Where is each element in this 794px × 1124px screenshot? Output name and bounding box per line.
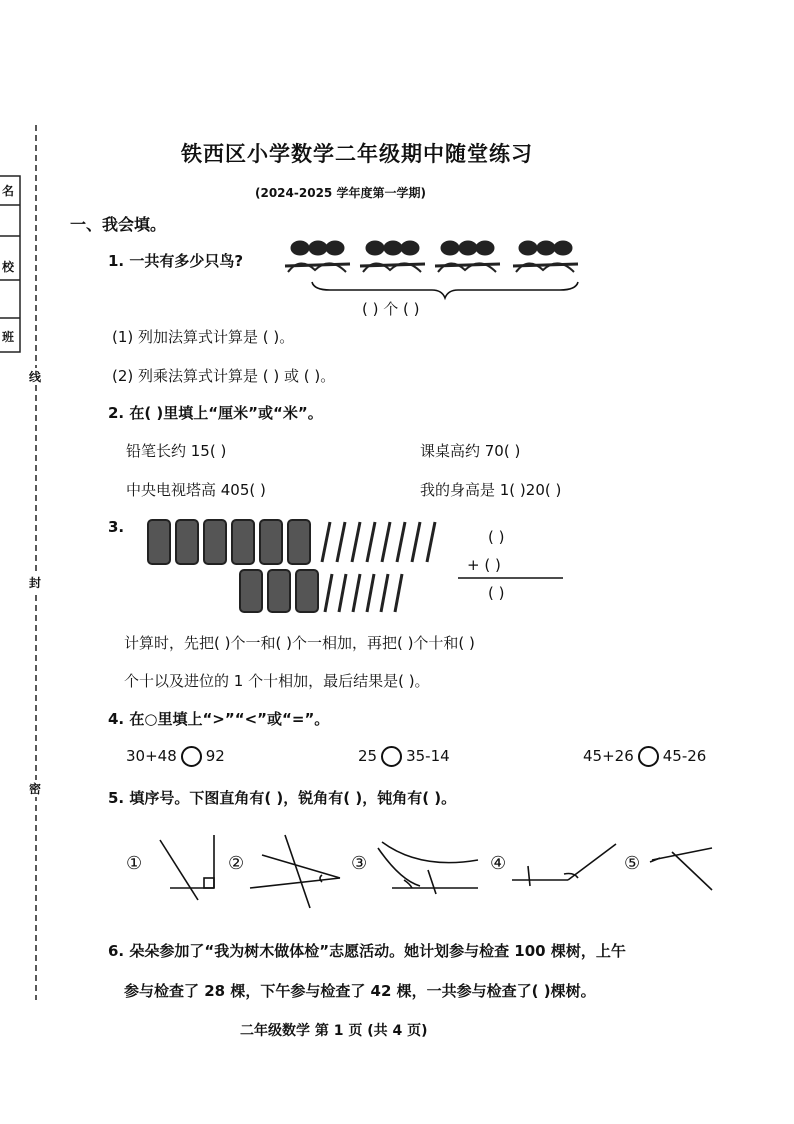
seal-label-seal: 封 <box>29 576 42 590</box>
q6-line2: 参与检查了 28 棵，下午参与检查了 42 棵，一共参与检查了( )棵树。 <box>124 982 596 1000</box>
q4-item-3 <box>583 746 706 767</box>
q5-text: 5. 填序号。下图直角有( )，锐角有( )，钝角有( )。 <box>108 789 457 807</box>
section-heading: 一、我会填。 <box>70 215 167 234</box>
compare-circle-3[interactable] <box>638 746 659 767</box>
q2-item-a: 铅笔长约 15( ) <box>126 442 227 460</box>
q4-item-2 <box>358 746 450 767</box>
q4-item-3-left: 45+26 <box>583 747 634 765</box>
q2-item-c: 中央电视塔高 405( ) <box>126 481 266 499</box>
bird-group-4 <box>513 241 578 272</box>
angle-figure-4 <box>512 844 616 886</box>
page-subtitle: (2024-2025 学年度第一学期) <box>255 186 426 200</box>
angle-figures <box>0 830 794 910</box>
margin-box-name: 名 <box>2 184 15 198</box>
compare-circle-2[interactable] <box>381 746 402 767</box>
q2-text: 2. 在( )里填上“厘米”或“米”。 <box>108 404 323 422</box>
seal-label-secret: 密 <box>29 782 42 796</box>
angle-figure-3 <box>378 842 478 894</box>
single-sticks-bottom <box>325 574 402 612</box>
q1-part2: (2) 列乘法算式计算是 ( ) 或 ( )。 <box>112 367 336 385</box>
q3-vertical-row-2: + ( ) <box>467 556 501 574</box>
q1-part1: (1) 列加法算式计算是 ( )。 <box>112 328 295 346</box>
angle-label-3: ③ <box>351 853 368 874</box>
margin-box-school: 校 <box>2 260 15 274</box>
binding-dashed-line <box>0 0 60 1124</box>
birds-brace <box>310 280 580 300</box>
angle-figure-5 <box>650 848 712 890</box>
q6-line1: 6. 朵朵参加了“我为树木做体检”志愿活动。她计划参与检查 100 棵树，上午 <box>108 942 626 960</box>
sticks-illustration <box>140 512 450 617</box>
q3-number: 3. <box>108 518 125 536</box>
bird-group-3 <box>435 241 500 272</box>
q4-item-2-right: 35-14 <box>406 747 450 765</box>
page-footer: 二年级数学 第 1 页 (共 4 页) <box>240 1023 428 1039</box>
angle-label-5: ⑤ <box>624 853 641 874</box>
bird-group-1 <box>285 241 350 272</box>
q4-item-2-left: 25 <box>358 747 378 765</box>
angle-label-4: ④ <box>490 853 507 874</box>
q3-sum-line <box>458 576 568 580</box>
angle-label-2: ② <box>228 853 245 874</box>
q3-vertical-row-1: ( ) <box>488 528 505 546</box>
birds-illustration <box>280 226 580 286</box>
q3-vertical-row-3: ( ) <box>488 584 505 602</box>
compare-circle-1[interactable] <box>181 746 202 767</box>
q4-item-1-right: 92 <box>205 747 225 765</box>
q3-line2: 个十以及进位的 1 个十相加，最后结果是( )。 <box>124 672 430 690</box>
margin-box-class: 班 <box>2 330 15 344</box>
q1-group-label: ( ) 个 ( ) <box>362 300 420 318</box>
q1-text: 1. 一共有多少只鸟? <box>108 252 244 270</box>
angle-figure-2 <box>250 835 340 908</box>
angle-figure-1 <box>160 835 214 900</box>
q4-item-1 <box>126 746 225 767</box>
angle-label-1: ① <box>126 853 143 874</box>
q4-item-1-left: 30+48 <box>126 747 177 765</box>
q3-line1: 计算时，先把( )个一和( )个一相加，再把( )个十和( ) <box>124 634 475 652</box>
bundle-row-bottom <box>240 570 318 612</box>
seal-label-line: 线 <box>29 370 42 384</box>
q4-item-3-right: 45-26 <box>662 747 707 765</box>
page-title: 铁西区小学数学二年级期中随堂练习 <box>181 142 533 166</box>
bird-group-2 <box>360 241 425 272</box>
q2-item-d: 我的身高是 1( )20( ) <box>420 481 562 499</box>
bundle-row-top <box>148 520 310 564</box>
q2-item-b: 课桌高约 70( ) <box>420 442 521 460</box>
q4-text: 4. 在○里填上“>”“<”或“=”。 <box>108 710 330 728</box>
single-sticks-top <box>322 522 435 562</box>
